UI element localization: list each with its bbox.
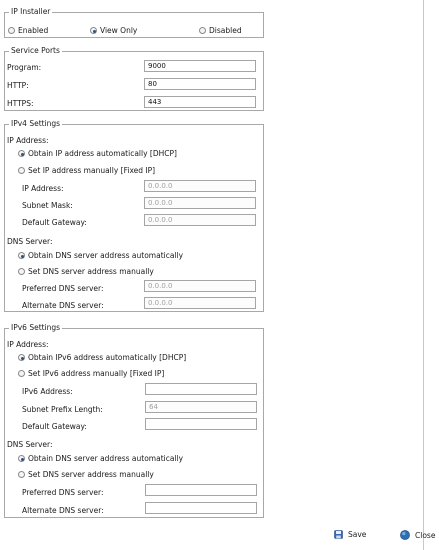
ipv4-preferred-dns-input[interactable]: 0.0.0.0 <box>144 280 256 292</box>
disabled-radio[interactable] <box>199 27 206 34</box>
ipv6-dns-auto-label: Obtain DNS server address automatically <box>28 454 184 463</box>
view-only-radio[interactable] <box>90 27 97 34</box>
ipv6-gateway-input[interactable] <box>145 418 257 430</box>
ipv6-preferred-dns-label: Preferred DNS server: <box>22 488 104 497</box>
ipv4-dns-auto-radio[interactable] <box>18 252 25 259</box>
ipv6-dns-auto-radio[interactable] <box>18 455 25 462</box>
ipv6-fixed-radio[interactable] <box>18 370 25 377</box>
ipv4-settings-legend: IPv4 Settings <box>11 119 61 128</box>
https-label: HTTPS: <box>7 99 34 108</box>
ipv4-fixed-label: Set IP address manually [Fixed IP] <box>28 166 156 175</box>
ipv6-address-input[interactable] <box>145 383 257 395</box>
https-input[interactable]: 443 <box>144 96 256 108</box>
ipv4-alternate-dns-input[interactable]: 0.0.0.0 <box>144 297 256 309</box>
program-label: Program: <box>7 63 42 72</box>
ipv4-dhcp-radio[interactable] <box>18 150 25 157</box>
ipv6-fixed-label: Set IPv6 address manually [Fixed IP] <box>28 369 165 378</box>
ip-installer-legend: IP Installer <box>11 7 51 16</box>
ipv6-dhcp-label: Obtain IPv6 address automatically [DHCP] <box>28 353 187 362</box>
ipv6-preferred-dns-input[interactable] <box>145 484 257 496</box>
ipv6-ip-heading: IP Address: <box>7 340 49 349</box>
save-label: Save <box>348 530 367 539</box>
disabled-label: Disabled <box>209 26 242 35</box>
ipv6-alternate-dns-label: Alternate DNS server: <box>22 506 104 515</box>
enabled-label: Enabled <box>18 26 49 35</box>
ipv4-ip-address-input[interactable]: 0.0.0.0 <box>144 180 256 192</box>
close-label: Close <box>415 530 436 540</box>
ipv6-dns-heading: DNS Server: <box>7 440 53 449</box>
ipv4-ip-address-label: IP Address: <box>22 184 64 193</box>
program-input[interactable]: 9000 <box>144 60 256 72</box>
ipv4-preferred-dns-label: Preferred DNS server: <box>22 284 104 293</box>
view-only-label: View Only <box>100 26 138 35</box>
ipv6-alternate-dns-input[interactable] <box>145 502 257 514</box>
ipv6-dns-manual-label: Set DNS server address manually <box>28 470 154 479</box>
close-button[interactable] <box>400 530 435 540</box>
ipv4-ip-heading: IP Address: <box>7 136 49 145</box>
ipv6-gateway-label: Default Gateway: <box>22 422 87 431</box>
close-icon <box>400 530 410 540</box>
ipv6-prefix-length-input[interactable]: 64 <box>145 401 257 413</box>
ipv6-dhcp-radio[interactable] <box>18 354 25 361</box>
ipv4-dns-heading: DNS Server: <box>7 237 53 246</box>
ipv6-prefix-length-label: Subnet Prefix Length: <box>22 405 103 414</box>
ipv6-address-label: IPv6 Address: <box>22 387 73 396</box>
ipv4-dhcp-label: Obtain IP address automatically [DHCP] <box>28 149 177 158</box>
ipv4-gateway-input[interactable]: 0.0.0.0 <box>144 214 256 226</box>
enabled-radio[interactable] <box>8 27 15 34</box>
http-label: HTTP: <box>7 81 29 90</box>
ipv4-dns-auto-label: Obtain DNS server address automatically <box>28 251 184 260</box>
panel-edge <box>423 0 424 550</box>
ipv6-settings-legend: IPv6 Settings <box>11 323 61 332</box>
ipv4-alternate-dns-label: Alternate DNS server: <box>22 301 104 310</box>
ipv4-subnet-mask-input[interactable]: 0.0.0.0 <box>144 197 256 209</box>
ipv4-fixed-radio[interactable] <box>18 167 25 174</box>
http-input[interactable]: 80 <box>144 78 256 90</box>
ipv4-dns-manual-label: Set DNS server address manually <box>28 267 154 276</box>
ipv4-gateway-label: Default Gateway: <box>22 218 87 227</box>
ipv4-subnet-mask-label: Subnet Mask: <box>22 201 73 210</box>
service-ports-legend: Service Ports <box>11 46 60 55</box>
ipv6-dns-manual-radio[interactable] <box>18 471 25 478</box>
floppy-disk-icon <box>334 530 343 539</box>
save-button[interactable] <box>334 530 366 539</box>
ipv4-dns-manual-radio[interactable] <box>18 268 25 275</box>
